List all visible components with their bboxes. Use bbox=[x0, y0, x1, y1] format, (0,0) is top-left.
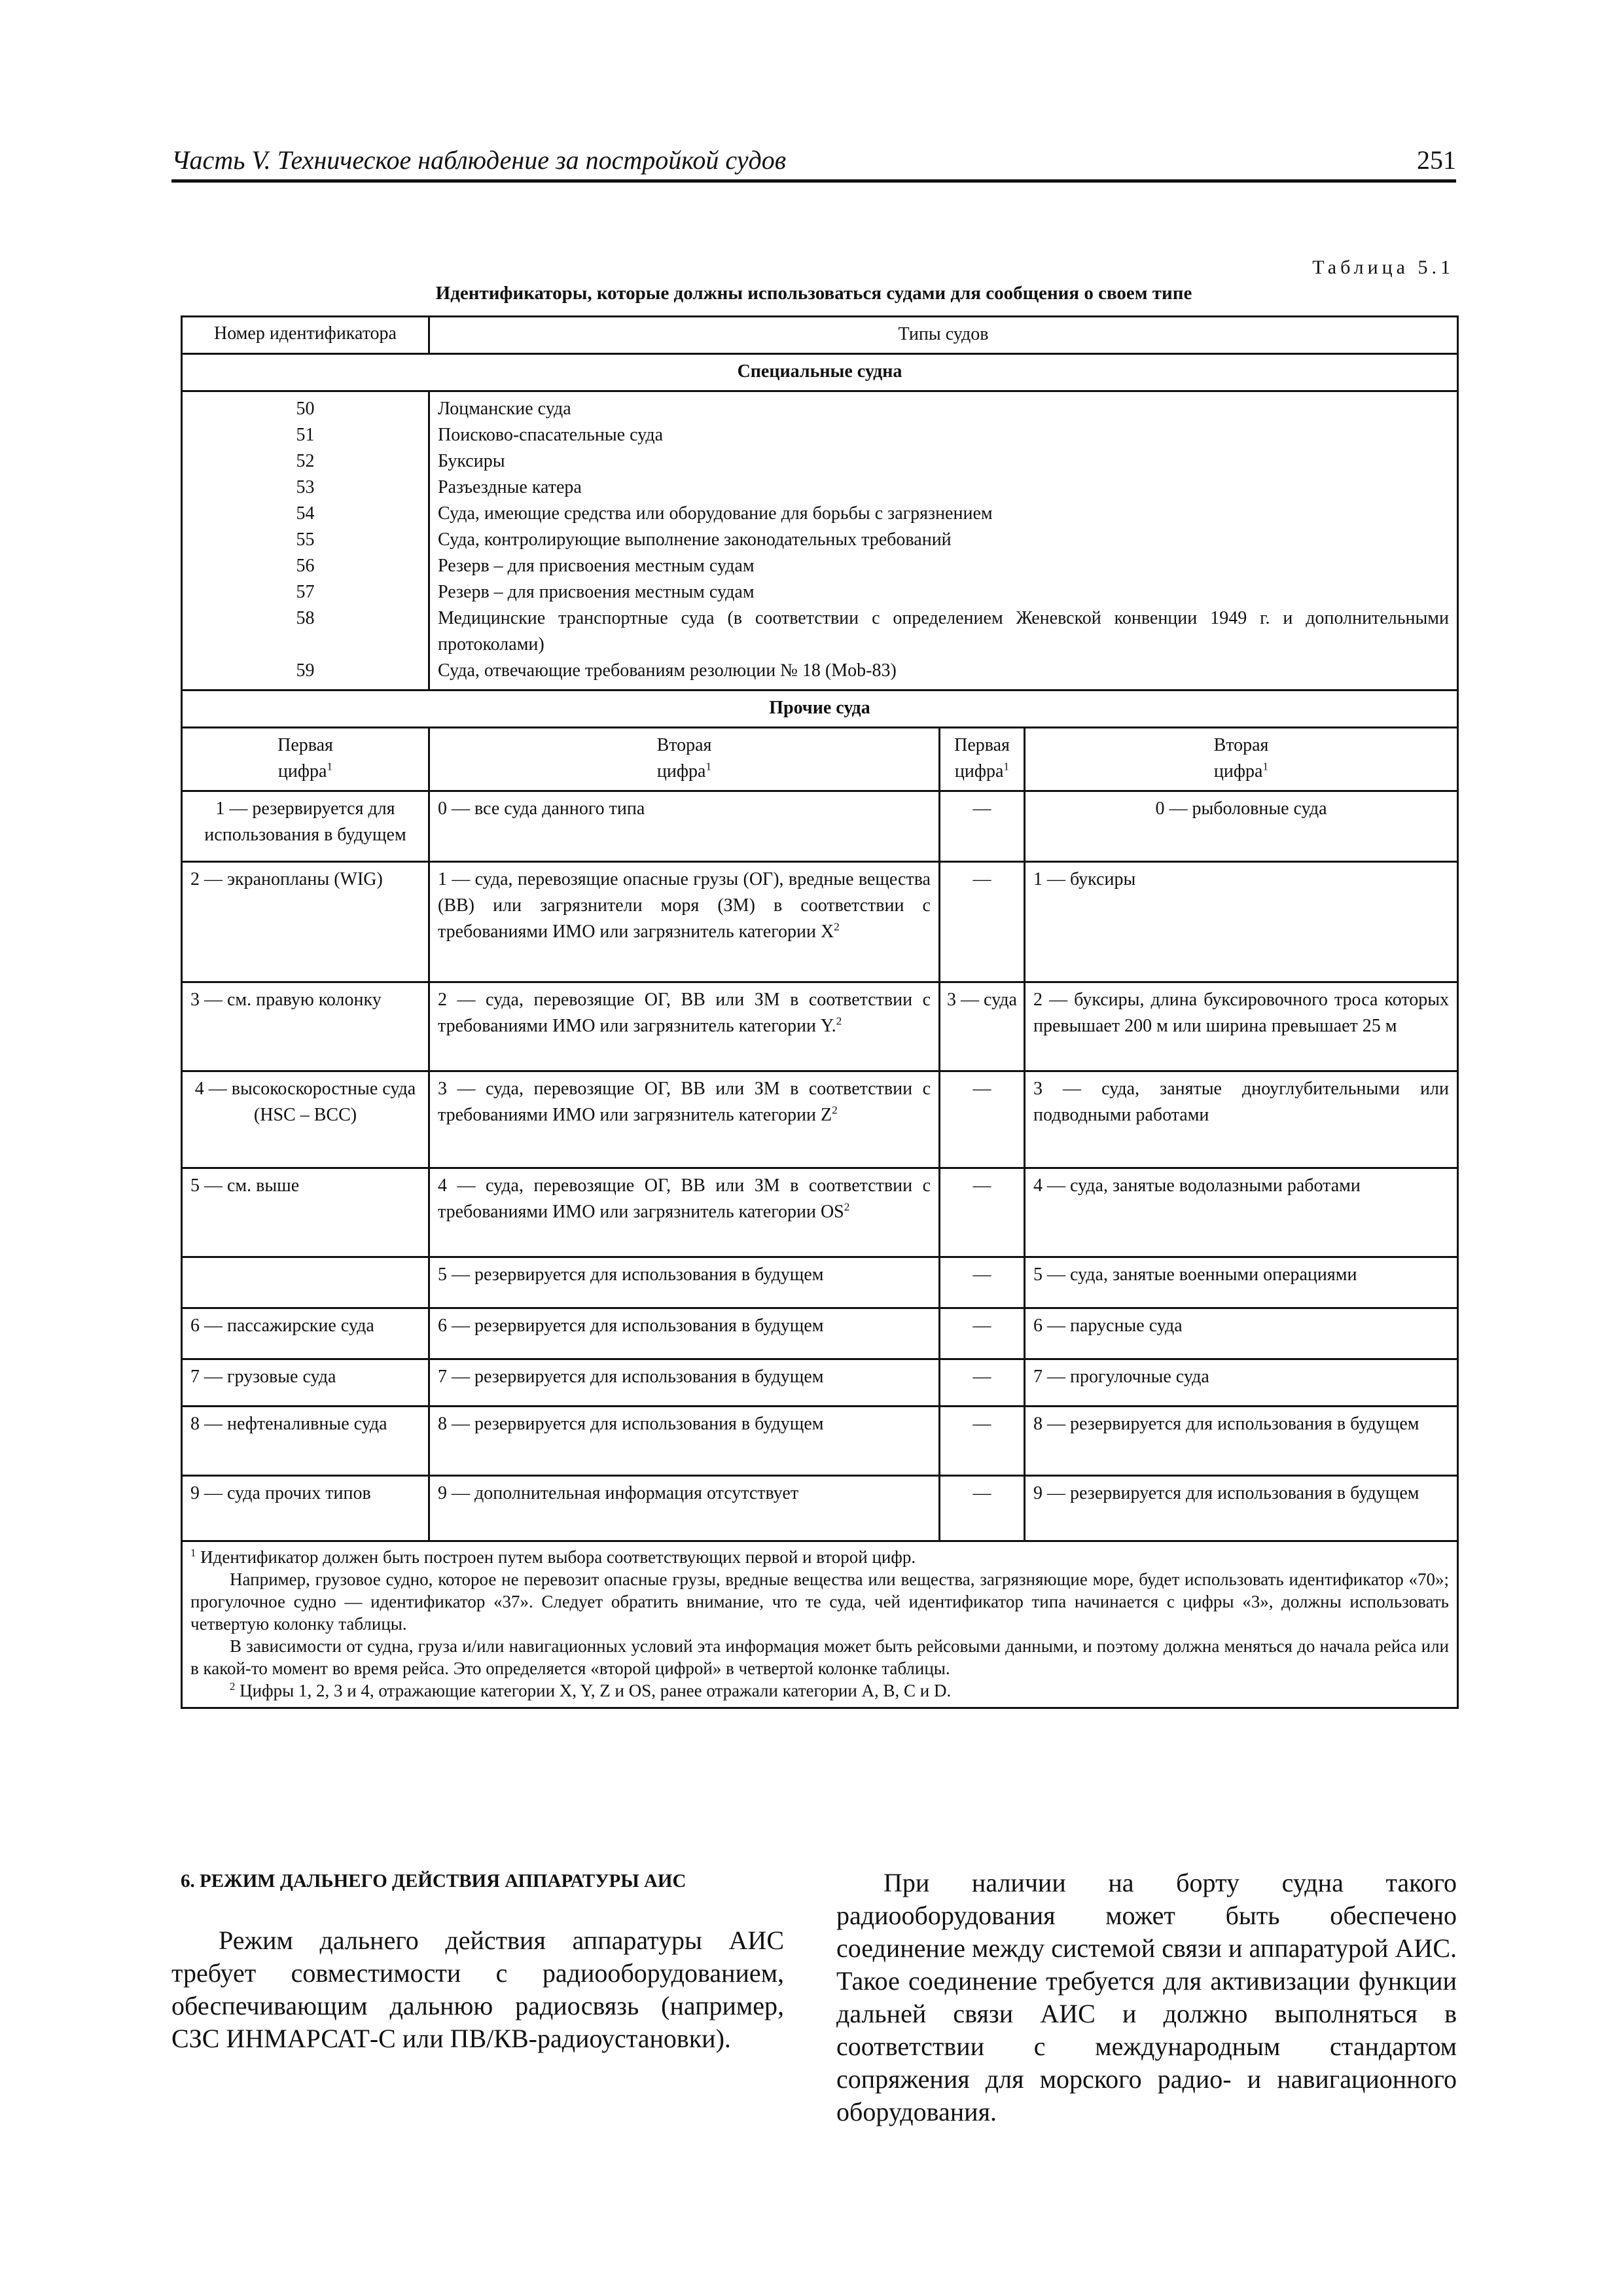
special-num: 51 bbox=[296, 425, 315, 445]
second-digit-cell: 6 — резервируется для использования в будущем bbox=[429, 1308, 940, 1359]
special-section-row bbox=[182, 354, 1458, 391]
special-num: 53 bbox=[296, 477, 315, 497]
first-digit-head-line1: Первая bbox=[277, 735, 333, 755]
second-digit-cell-2: 2 — буксиры, длина буксировочного троса которых превышает 200 м или ширина превышает 25 м bbox=[1025, 982, 1458, 1071]
table-row bbox=[182, 791, 1458, 862]
table-notes-row bbox=[182, 1541, 1458, 1708]
other-section-row bbox=[182, 691, 1458, 728]
first-digit-cell-2: — bbox=[940, 1257, 1025, 1308]
second-digit-head-line2: цифра bbox=[656, 761, 706, 781]
second-digit-cell: 8 — резервируется для использования в будущем bbox=[429, 1407, 940, 1476]
table-row bbox=[182, 1308, 1458, 1359]
table-row bbox=[182, 982, 1458, 1071]
special-section-title: Специальные судна bbox=[182, 354, 1458, 391]
other-section-title: Прочие суда bbox=[182, 691, 1458, 728]
special-rows bbox=[182, 391, 1458, 691]
second-digit-cell bbox=[429, 982, 940, 1071]
footnote-mark: 2 bbox=[230, 1680, 236, 1693]
footnote-1-example: Например, грузовое судно, которое не перевозит опасные грузы, вредные вещества или вещества, загрязняющие море, будет использовать идентификатор «70»; прогулочное судно — идентификатор «37». Следует обратить внимание, что те суда, чей идентификатор типа начинается с цифры «3», должны использовать четвертую колонку таблицы. bbox=[190, 1570, 1449, 1634]
special-type: Разъездные катера bbox=[438, 477, 582, 497]
first-digit-cell-2: — bbox=[940, 1407, 1025, 1476]
special-type: Поисково-спасательные суда bbox=[438, 425, 664, 445]
second-digit-head bbox=[429, 728, 940, 791]
special-num: 52 bbox=[296, 451, 315, 471]
second-digit-cell bbox=[429, 862, 940, 982]
special-type: Резерв – для присвоения местным судам bbox=[438, 556, 755, 576]
special-numbers bbox=[182, 391, 429, 691]
special-type: Лоцманские суда bbox=[438, 399, 571, 419]
first-digit-cell: 3 — см. правую колонку bbox=[182, 982, 429, 1071]
footnote-mark: 1 bbox=[705, 760, 712, 773]
second-digit-text: 3 — суда, перевозящие ОГ, ВВ или ЗМ в соответствии с требованиями ИМО или загрязнитель категории Z bbox=[438, 1079, 931, 1125]
first-digit-cell: 7 — грузовые суда bbox=[182, 1359, 429, 1407]
col-types-head: Типы судов bbox=[429, 317, 1458, 354]
footnote-mark: 2 bbox=[834, 920, 840, 933]
first-digit-cell-2: — bbox=[940, 1168, 1025, 1257]
special-type: Медицинские транспортные суда (в соответствии с определением Женевской конвенции 1949 г. и дополнительными протоколами) bbox=[438, 608, 1449, 655]
special-num: 55 bbox=[296, 529, 315, 550]
second-digit-cell-2: 5 — суда, занятые военными операциями bbox=[1025, 1257, 1458, 1308]
first-digit-head-line2: цифра bbox=[954, 761, 1004, 781]
special-type: Суда, имеющие средства или оборудование для борьбы с загрязнением bbox=[438, 503, 993, 524]
first-digit-cell: 9 — суда прочих типов bbox=[182, 1476, 429, 1541]
second-digit-cell-2: 0 — рыболовные суда bbox=[1025, 791, 1458, 862]
first-digit-head-line1: Первая bbox=[954, 735, 1010, 755]
special-type: Суда, отвечающие требованиям резолюции № 18 (Mob-83) bbox=[438, 660, 897, 681]
footnote-1-text: Идентификатор должен быть построен путем выбора соответствующих первой и второй цифр. bbox=[200, 1547, 916, 1567]
second-digit-cell: 5 — резервируется для использования в будущем bbox=[429, 1257, 940, 1308]
second-digit-cell: 9 — дополнительная информация отсутствует bbox=[429, 1476, 940, 1541]
first-digit-cell-2: — bbox=[940, 862, 1025, 982]
second-digit-cell-2: 1 — буксиры bbox=[1025, 862, 1458, 982]
section-paragraph-left: Режим дальнего действия аппаратуры АИС требует совместимости с радиооборудованием, обеспечивающим дальнюю радиосвязь (например, СЗС ИНМАРСАТ-С или ПВ/КВ-радиоустановки). bbox=[171, 1926, 784, 2053]
special-type: Буксиры bbox=[438, 451, 505, 471]
running-header-title: Часть V. Техническое наблюдение за постройкой судов bbox=[171, 145, 787, 175]
special-num: 56 bbox=[296, 556, 315, 576]
second-digit-cell-2: 7 — прогулочные суда bbox=[1025, 1359, 1458, 1407]
first-digit-cell bbox=[182, 1257, 429, 1308]
first-digit-cell: 6 — пассажирские суда bbox=[182, 1308, 429, 1359]
second-digit-cell bbox=[429, 791, 940, 862]
special-num: 57 bbox=[296, 582, 315, 602]
first-digit-cell: 8 — нефтеналивные суда bbox=[182, 1407, 429, 1476]
special-type: Суда, контролирующие выполнение законодательных требований bbox=[438, 529, 952, 550]
first-digit-cell-2: 3 — суда bbox=[940, 982, 1025, 1071]
footnote-mark: 2 bbox=[844, 1200, 850, 1213]
first-digit-cell: 4 — высокоскоростные суда (HSC – ВСС) bbox=[182, 1071, 429, 1168]
second-digit-head-2 bbox=[1025, 728, 1458, 791]
section-paragraph-right: При наличии на борту судна такого радиооборудования может быть обеспечено соединение между системой связи и аппаратурой АИС. Такое соединение требуется для активизации функции дальней связи АИС и должно выполняться в соответствии с международным стандартом сопряжения для морского радио- и навигационного оборудования. bbox=[836, 1868, 1457, 2126]
first-digit-head bbox=[182, 728, 429, 791]
footnote-mark: 2 bbox=[836, 1014, 842, 1028]
table-row bbox=[182, 862, 1458, 982]
second-digit-text: 2 — суда, перевозящие ОГ, ВВ или ЗМ в соответствии с требованиями ИМО или загрязнитель категории Y. bbox=[438, 990, 931, 1036]
special-type: Резерв – для присвоения местным судам bbox=[438, 582, 755, 602]
table-title: Идентификаторы, которые должны использоваться судами для сообщения о своем типе bbox=[435, 283, 1192, 304]
special-num: 58 bbox=[296, 608, 315, 628]
second-digit-cell bbox=[429, 1071, 940, 1168]
special-num: 54 bbox=[296, 503, 315, 524]
footnote-1-remark: В зависимости от судна, груза и/или навигационных условий эта информация может быть рейсовыми данными, и поэтому должна меняться до начала рейса или в какой-то момент во время рейса. Это определяется «второй цифрой» в четвертой колонке таблицы. bbox=[190, 1636, 1449, 1678]
table-notes bbox=[182, 1541, 1458, 1708]
table-row bbox=[182, 1257, 1458, 1308]
second-digit-cell-2: 9 — резервируется для использования в будущем bbox=[1025, 1476, 1458, 1541]
page-number: 251 bbox=[1417, 145, 1456, 175]
first-digit-cell: 5 — см. выше bbox=[182, 1168, 429, 1257]
table-header-row bbox=[182, 317, 1458, 354]
table-row bbox=[182, 1359, 1458, 1407]
other-header-row bbox=[182, 728, 1458, 791]
table-label: Таблица 5.1 bbox=[1312, 257, 1454, 278]
footnote-2 bbox=[190, 1679, 1449, 1702]
second-digit-head-line1: Вторая bbox=[656, 735, 712, 755]
second-digit-text: 1 — суда, перевозящие опасные грузы (ОГ), вредные вещества (ВВ) или загрязнители моря (ЗМ) в соответствии с требованиями ИМО или загрязнитель категории X bbox=[438, 869, 931, 942]
second-digit-cell-2: 8 — резервируется для использования в будущем bbox=[1025, 1407, 1458, 1476]
first-digit-cell-2: — bbox=[940, 1071, 1025, 1168]
second-digit-head-line2: цифра bbox=[1213, 761, 1263, 781]
second-digit-cell bbox=[429, 1168, 940, 1257]
table-row bbox=[182, 1476, 1458, 1541]
first-digit-head-2 bbox=[940, 728, 1025, 791]
running-header bbox=[171, 137, 1456, 183]
second-digit-head-line1: Вторая bbox=[1213, 735, 1269, 755]
special-num: 50 bbox=[296, 399, 315, 419]
footnote-mark: 1 bbox=[1262, 760, 1269, 773]
first-digit-head-line2: цифра bbox=[277, 761, 327, 781]
first-digit-cell: 1 — резервируется для использования в будущем bbox=[182, 791, 429, 862]
first-digit-cell-2: — bbox=[940, 1476, 1025, 1541]
identifiers-table bbox=[181, 315, 1459, 1709]
first-digit-cell-2: — bbox=[940, 791, 1025, 862]
second-digit-cell-2: 3 — суда, занятые дноуглубительными или подводными работами bbox=[1025, 1071, 1458, 1168]
table-row bbox=[182, 1168, 1458, 1257]
footnote-1 bbox=[190, 1546, 1449, 1568]
second-digit-cell-2: 4 — суда, занятые водолазными работами bbox=[1025, 1168, 1458, 1257]
footnote-mark: 2 bbox=[832, 1103, 838, 1117]
table-row bbox=[182, 1071, 1458, 1168]
footnote-mark: 1 bbox=[1003, 760, 1010, 773]
second-digit-text: 4 — суда, перевозящие ОГ, ВВ или ЗМ в соответствии с требованиями ИМО или загрязнитель категории OS bbox=[438, 1175, 931, 1222]
footnote-mark: 1 bbox=[190, 1547, 196, 1559]
first-digit-cell: 2 — экранопланы (WIG) bbox=[182, 862, 429, 982]
footnote-2-text: Цифры 1, 2, 3 и 4, отражающие категории X, Y, Z и OS, ранее отражали категории A, B, C и D. bbox=[240, 1681, 952, 1700]
first-digit-cell-2: — bbox=[940, 1359, 1025, 1407]
first-digit-cell-2: — bbox=[940, 1308, 1025, 1359]
second-digit-cell: 7 — резервируется для использования в будущем bbox=[429, 1359, 940, 1407]
table-row bbox=[182, 1407, 1458, 1476]
special-num: 59 bbox=[296, 660, 315, 681]
col-id-head: Номер идентификатора bbox=[182, 317, 429, 354]
footnote-mark: 1 bbox=[327, 760, 333, 773]
section-heading: 6. РЕЖИМ ДАЛЬНЕГО ДЕЙСТВИЯ АППАРАТУРЫ АИС bbox=[181, 1871, 687, 1892]
second-digit-text: 0 — все суда данного типа bbox=[438, 798, 645, 819]
second-digit-cell-2: 6 — парусные суда bbox=[1025, 1308, 1458, 1359]
special-types bbox=[429, 391, 1458, 691]
